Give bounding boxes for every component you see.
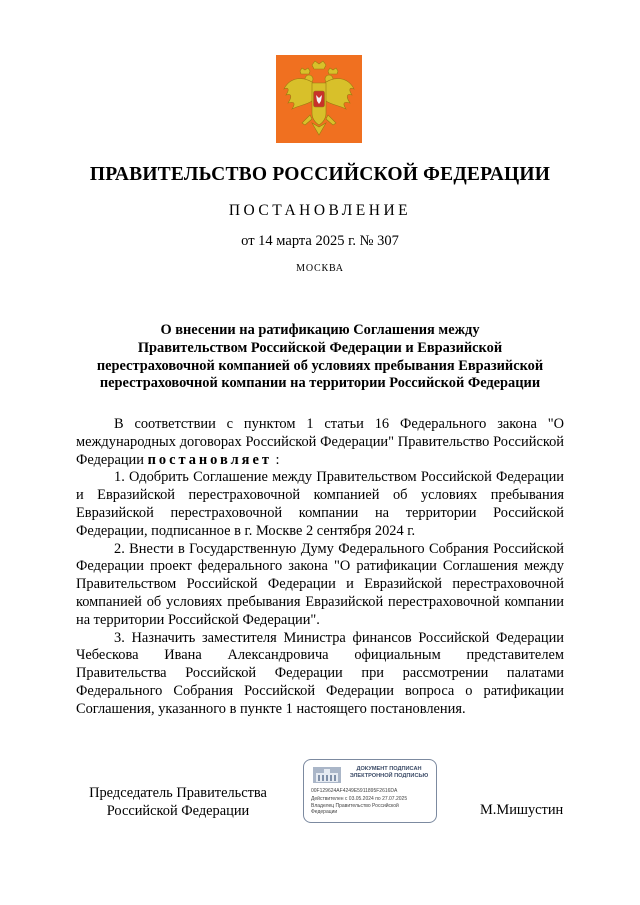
stamp-heading [344,766,434,780]
government-building-icon [312,766,342,784]
title-line: перестраховочной компанией об условиях пребывания Евразийской [96,357,544,374]
signer-position-line: Председатель Правительства [89,785,267,801]
stamp-heading-line: ЭЛЕКТРОННОЙ ПОДПИСЬЮ [349,773,429,779]
item-1-paragraph: 1. Одобрить Соглашение между Правительством Российской Федерации и Евразийской перестраховочной компанией об условиях пребывания Евразийской перестраховочной компании на территории Российской Федерации, подписанное в г. Москве 2 сентября 2024 г. [76,469,564,539]
document-date-number: от 14 марта 2025 г. № 307 [241,233,399,249]
stamp-owner: Владелец Правительство Российской [311,803,399,809]
document-body [76,416,564,719]
stamp-certificate: 00F129624AF4249E5911895F2616DA [311,788,398,794]
intro-text: В соответствии с пунктом 1 статьи 16 Федерального закона "О международных договорах Российской Федерации" Правительство Российской Федерации [76,416,564,468]
organization-title: ПРАВИТЕЛЬСТВО РОССИЙСКОЙ ФЕДЕРАЦИИ [89,164,551,185]
signer-position-line: Российской Федерации [106,803,250,819]
document-type: ПОСТАНОВЛЕНИЕ [228,202,412,219]
stamp-validity: Действителен с 03.05.2024 по 27.07.2025 [311,796,408,802]
electronic-signature-stamp [303,759,437,823]
stamp-owner: Федерации [311,809,338,815]
title-line: перестраховочной компании на территории Российской Федерации [99,375,541,392]
document-title [60,322,580,393]
coat-of-arms-emblem [276,55,362,143]
item-2-paragraph: 2. Внести в Государственную Думу Федерального Собрания Российской Федерации проект федерального закона "О ратификации Соглашения между Правительством Российской Федерации и Евразийской перестраховочной компанией об условиях пребывания Евразийской перестраховочной компании на территории Российской Федерации". [76,540,564,628]
decree-word: постановляет [147,451,272,468]
stamp-heading-line: ДОКУМЕНТ ПОДПИСАН [356,766,422,772]
signer-name: М.Мишустин [480,802,564,818]
item-3-paragraph: 3. Назначить заместителя Министра финансов Российской Федерации Чебескова Ивана Александровича официальным представителем Правительства Российской Федерации при рассмотрении палатами Федерального Собрания Российской Федерации вопроса о ратификации Соглашения, указанного в пункте 1 настоящего постановления. [76,629,564,717]
title-line: О внесении на ратификацию Соглашения между [160,322,480,338]
intro-colon: : [271,451,280,468]
title-line: Правительством Российской Федерации и Евразийской [137,339,503,356]
intro-paragraph [76,416,564,469]
signer-position [78,784,278,820]
document-city: МОСКВА [296,263,344,274]
